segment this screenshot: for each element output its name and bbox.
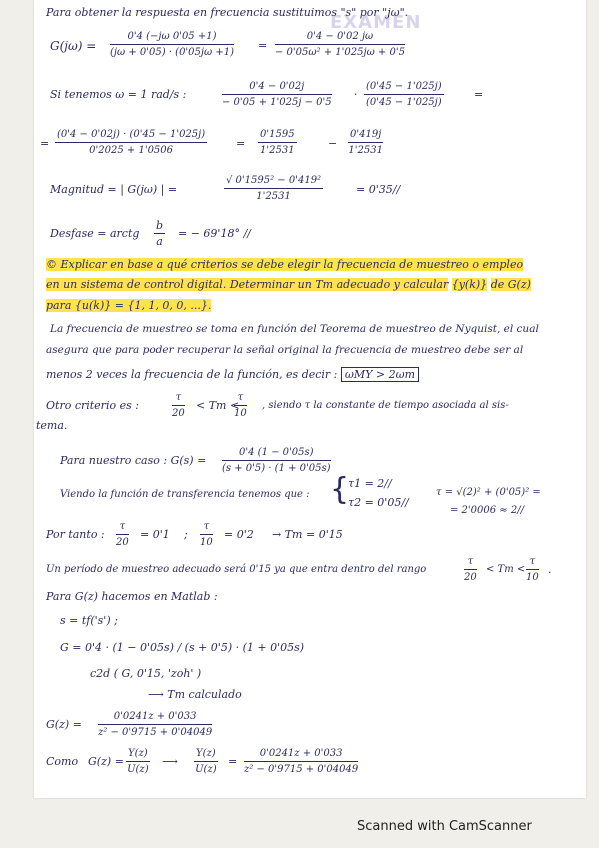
phase-result: = − 69'18° //: [178, 227, 251, 240]
expansion-fraction-3: [348, 128, 383, 157]
therefore-result: → Tm = 0'15: [272, 528, 343, 541]
our-case-label: Para nuestro caso : G(s) =: [60, 454, 207, 467]
explanation-line-1: La frecuencia de muestreo se toma en función del Teorema de muestreo de Nyquist, el cual: [50, 323, 539, 335]
omega-text: Si tenemos ω = 1 rad/s :: [50, 88, 187, 101]
period-text: Un período de muestreo adecuado será 0'15 ya que entra dentro del rango: [46, 564, 427, 575]
gjw-f2-num: 0'4 − 0'02 jω: [275, 30, 405, 45]
matlab-code-1: s = tf('s') ;: [60, 614, 118, 627]
question-c-braced: {y(k)}: [451, 278, 488, 291]
therefore-f2-den: 10: [200, 537, 213, 548]
question-c-line-2a: en un sistema de control digital. Determinar un Tm adecuado y calcular: [46, 278, 449, 291]
omega-f2-den: (0'45 − 1'025j): [366, 97, 442, 108]
therefore-v1: = 0'1: [140, 528, 170, 541]
period-f2-num: τ: [526, 555, 539, 570]
period-f2-den: 10: [526, 572, 539, 583]
period-f1-num: τ: [464, 555, 477, 570]
omega-f1-den: − 0'05 + 1'025j − 0'5: [222, 97, 332, 108]
como-f3-den: z² − 0'9715 + 0'04049: [244, 764, 359, 775]
matlab-code-3: c2d ( G, 0'15, 'zoh' ): [90, 667, 202, 680]
tau-2: τ2 = 0'05//: [348, 496, 409, 509]
magnitude-fraction: [224, 174, 323, 203]
expansion-f2-den: 1'2531: [260, 145, 295, 156]
como-fraction-2: [194, 747, 218, 776]
expansion-minus: −: [328, 137, 338, 150]
expansion-fraction-2: [258, 128, 297, 157]
omega-f2-num: (0'45 − 1'025j): [364, 80, 444, 95]
gjw-eq: =: [258, 39, 268, 52]
phase-label: Desfase = arctg: [50, 227, 140, 240]
gjw-lhs: G(jω) =: [50, 39, 97, 53]
explanation-line-4a: Otro criterio es :: [46, 399, 139, 412]
phase-fraction: [154, 219, 165, 248]
como-f2-num: Y(z): [194, 747, 218, 762]
omega-fraction-2: [364, 80, 444, 109]
expansion-eq: =: [40, 137, 50, 150]
matlab-code-2: G = 0'4 · (1 − 0'05s) / (s + 0'5) · (1 + 0'05s): [60, 641, 305, 654]
our-case-fraction: [222, 446, 331, 475]
omega-fraction-1: [222, 80, 332, 109]
therefore-sep: ;: [184, 528, 188, 541]
omega-f1-num: 0'4 − 0'02j: [222, 80, 332, 95]
como-fraction-1: [126, 747, 150, 776]
intro-text: Para obtener la respuesta en frecuencia sustituimos "s" por "jω".: [46, 6, 409, 19]
como-f3-num: 0'0241z + 0'033: [244, 747, 358, 762]
gjw-f1-num: 0'4 (−jω 0'05 +1): [110, 30, 234, 45]
expansion-f1-den: 0'2025 + 1'0506: [89, 145, 174, 156]
gz-num: 0'0241z + 0'033: [98, 710, 212, 725]
gjw-fraction-1: [110, 30, 234, 59]
omega-eq: =: [474, 88, 484, 101]
period-fraction-2: [526, 555, 539, 584]
criterion-f1-num: τ: [172, 391, 185, 406]
matlab-code-4: ⟶ Tm calculado: [148, 688, 242, 701]
therefore-f2-num: τ: [200, 520, 213, 535]
magnitude-num: √ 0'1595² − 0'419²: [224, 174, 323, 189]
our-case-num: 0'4 (1 − 0'05s): [222, 446, 331, 461]
tau-eq: τ = √(2)² + (0'05)² =: [436, 487, 541, 498]
gz-fraction: [98, 710, 212, 739]
period-f1-den: 20: [464, 572, 477, 583]
magnitude-result: = 0'35//: [356, 183, 401, 196]
question-c-line-2: [46, 278, 531, 292]
criterion-f2-num: τ: [234, 391, 247, 406]
gjw-fraction-2: [275, 30, 405, 59]
expansion-f2-num: 0'1595: [258, 128, 297, 143]
watermark-text: EXAMEN: [330, 12, 422, 33]
therefore-v2: = 0'2: [224, 528, 254, 541]
period-fraction-1: [464, 555, 477, 584]
our-case-den: (s + 0'5) · (1 + 0'05s): [222, 463, 331, 474]
como-f1-den: U(z): [127, 764, 149, 775]
como-label: Como: [46, 755, 79, 768]
question-c-line-2b: de G(z): [490, 278, 531, 291]
question-c-line-3: [46, 299, 211, 313]
tau-1: τ1 = 2//: [348, 477, 392, 490]
gjw-f2-den: − 0'05ω² + 1'025jω + 0'5: [275, 47, 405, 58]
phase-num: b: [156, 219, 164, 232]
como-f1-num: Y(z): [126, 747, 150, 762]
period-lt: < Tm <: [486, 564, 526, 575]
criterion-f1-den: 20: [172, 408, 185, 419]
explanation-line-4b: , siendo τ la constante de tiempo asociada al sis-: [262, 400, 509, 411]
expansion-f3-num: 0'419j: [348, 128, 383, 143]
tau-text: Viendo la función de transferencia tenemos que :: [60, 489, 310, 500]
phase-den: a: [156, 235, 163, 248]
tau-result: = 2'0006 ≈ 2//: [450, 505, 524, 516]
therefore-fraction-1: [116, 520, 129, 549]
gjw-f1-den: (jω + 0'05) · (0'05jω +1): [110, 47, 234, 58]
como-eq: =: [228, 755, 238, 768]
therefore-f1-num: τ: [116, 520, 129, 535]
explanation-line-3-text: menos 2 veces la frecuencia de la función, es decir :: [46, 368, 338, 381]
criterion-f2-den: 10: [234, 408, 247, 419]
explanation-line-2: asegura que para poder recuperar la señal original la frecuencia de muestreo debe ser al: [46, 344, 524, 356]
como-f2-den: U(z): [195, 764, 217, 775]
question-c-line-3-text: para {u(k)} = {1, 1, 0, 0, ...}.: [46, 299, 212, 312]
criterion-fraction-2: [234, 391, 247, 420]
therefore-f1-den: 20: [116, 537, 129, 548]
explanation-line-5: tema.: [36, 419, 68, 432]
omega-dot: ·: [354, 88, 358, 101]
como-fraction-3: [244, 747, 358, 776]
gz-den: z² − 0'9715 + 0'04049: [98, 727, 213, 738]
tau-brace: {: [330, 472, 350, 507]
magnitude-label: Magnitud = | G(jω) | =: [50, 183, 178, 196]
question-c-line-1-text: © Explicar en base a qué criterios se debe elegir la frecuencia de muestreo o empleo: [46, 258, 524, 271]
gz-lhs: G(z) =: [46, 718, 82, 731]
therefore-label: Por tanto :: [46, 528, 105, 541]
period-end: .: [548, 563, 552, 576]
criterion-fraction-1: [172, 391, 185, 420]
matlab-intro: Para G(z) hacemos en Matlab :: [46, 590, 218, 603]
expansion-eq2: =: [236, 137, 246, 150]
como-g: G(z) =: [88, 755, 124, 768]
nyquist-boxed: ωMY > 2ωm: [341, 367, 419, 382]
expansion-f3-den: 1'2531: [348, 145, 383, 156]
camscanner-footer: Scanned with CamScanner: [357, 819, 532, 834]
expansion-f1-num: (0'4 − 0'02j) · (0'45 − 1'025j): [55, 128, 207, 143]
como-arrow: ⟶: [162, 755, 178, 768]
explanation-line-3: [46, 368, 419, 382]
criterion-lt: < Tm <: [196, 399, 240, 412]
question-c-line-1: [46, 258, 523, 272]
expansion-fraction-1: [55, 128, 207, 157]
magnitude-den: 1'2531: [256, 191, 291, 202]
therefore-fraction-2: [200, 520, 213, 549]
